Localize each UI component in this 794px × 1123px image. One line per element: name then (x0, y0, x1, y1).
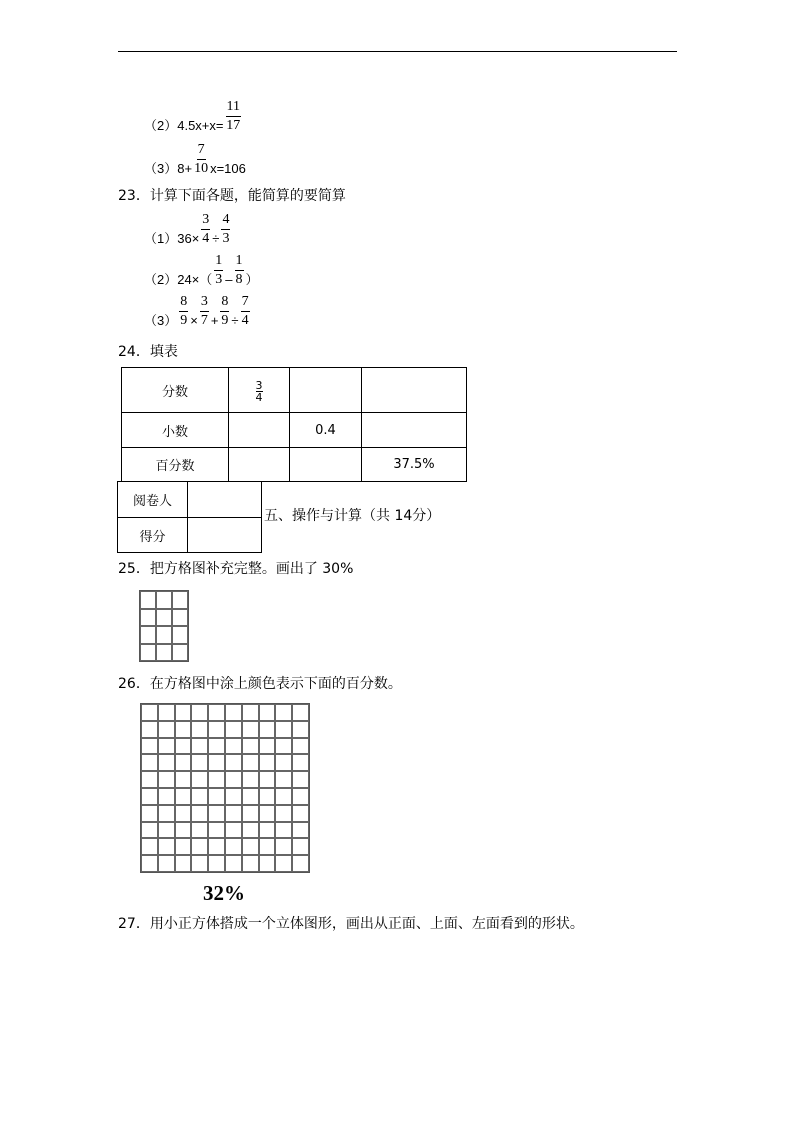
grid-cell[interactable] (292, 822, 309, 839)
grid-cell[interactable] (242, 721, 259, 738)
grid-cell[interactable] (292, 771, 309, 788)
q23-part2-prefix: （2）24×（ (144, 272, 213, 287)
table-cell[interactable] (229, 448, 290, 482)
q25-title: 25．把方格图补充完整。画出了 30% (118, 561, 354, 577)
grid-cell[interactable] (225, 754, 242, 771)
grid-cell[interactable] (259, 754, 276, 771)
grid-cell[interactable] (292, 838, 309, 855)
table-cell[interactable]: 37.5% (362, 448, 467, 482)
grid-cell[interactable] (172, 591, 188, 609)
grid-cell[interactable] (175, 754, 192, 771)
operator: ÷ (212, 231, 220, 246)
grid-cell[interactable] (259, 704, 276, 721)
grid-cell[interactable] (141, 721, 158, 738)
grid-cell[interactable] (158, 738, 175, 755)
grid-cell[interactable] (208, 771, 225, 788)
grid-cell[interactable] (175, 771, 192, 788)
q22-part3-prefix: （3）8+ (144, 161, 193, 176)
numerator: 3 (255, 378, 263, 392)
denominator: 3 (215, 272, 223, 287)
operator: – (225, 272, 233, 287)
grid-cell[interactable] (259, 822, 276, 839)
table-cell[interactable] (229, 368, 290, 413)
grid-cell[interactable] (175, 822, 192, 839)
denominator: 4 (202, 231, 210, 246)
grid-cell[interactable] (158, 838, 175, 855)
grid-cell[interactable] (208, 788, 225, 805)
grid-cell[interactable] (225, 838, 242, 855)
numerator: 1 (235, 254, 244, 271)
grid-cell[interactable] (141, 822, 158, 839)
grid-cell[interactable] (225, 805, 242, 822)
grid-cell[interactable] (259, 721, 276, 738)
q23-part3-prefix: （3） (144, 313, 178, 328)
grid-cell[interactable] (175, 805, 192, 822)
fraction (194, 143, 208, 176)
q26-title: 26．在方格图中涂上颜色表示下面的百分数。 (118, 676, 402, 692)
hundred-grid[interactable] (140, 703, 310, 873)
grid-cell[interactable] (242, 855, 259, 872)
denominator: 4 (255, 390, 263, 404)
q22-part3 (144, 143, 246, 176)
grid-cell[interactable] (191, 822, 208, 839)
grid-cell[interactable] (158, 754, 175, 771)
small-grid (139, 590, 189, 662)
numerator: 3 (201, 213, 210, 230)
table-cell[interactable] (290, 448, 362, 482)
grid-cell[interactable] (275, 822, 292, 839)
grid-cell[interactable] (158, 822, 175, 839)
grid-cell[interactable] (175, 838, 192, 855)
operator: ÷ (231, 313, 239, 328)
grid-cell[interactable] (140, 626, 156, 644)
q23-part2 (144, 254, 259, 287)
fraction (200, 295, 209, 328)
fraction (179, 295, 188, 328)
fraction (241, 295, 250, 328)
denominator: 4 (241, 313, 249, 328)
grid-cell[interactable] (140, 644, 156, 662)
denominator: 3 (222, 231, 230, 246)
grid-cell[interactable] (191, 771, 208, 788)
numerator: 7 (241, 295, 250, 312)
grid-cell[interactable] (259, 738, 276, 755)
fraction (226, 100, 241, 133)
fraction (201, 213, 210, 246)
grid-cell[interactable] (225, 704, 242, 721)
grid-cell[interactable] (158, 771, 175, 788)
grid-cell[interactable] (156, 591, 172, 609)
score-box (117, 481, 262, 553)
grid-cell[interactable] (208, 721, 225, 738)
reviewer-label: 阅卷人 (118, 482, 188, 518)
grid-cell[interactable] (208, 822, 225, 839)
grid-cell[interactable] (172, 626, 188, 644)
grid-cell[interactable] (292, 738, 309, 755)
denominator: 8 (235, 272, 243, 287)
q24-title: 24．填表 (118, 344, 178, 360)
grid-cell[interactable] (208, 838, 225, 855)
grid-cell[interactable] (175, 855, 192, 872)
grid-cell[interactable] (175, 738, 192, 755)
grid-cell[interactable] (275, 738, 292, 755)
q22-part3-suffix: x=106 (210, 161, 246, 176)
grid-cell[interactable] (275, 704, 292, 721)
grid-cell[interactable] (175, 704, 192, 721)
grid-cell[interactable] (141, 771, 158, 788)
numerator: 11 (226, 100, 241, 117)
table-row (122, 368, 467, 413)
grid-cell[interactable] (156, 609, 172, 627)
grid-cell[interactable] (275, 788, 292, 805)
numerator: 3 (200, 295, 209, 312)
grid-cell[interactable] (156, 644, 172, 662)
numerator: 8 (220, 295, 229, 312)
grid-cell[interactable] (242, 771, 259, 788)
fraction (220, 295, 229, 328)
grid-cell[interactable] (141, 788, 158, 805)
grid-cell[interactable] (242, 754, 259, 771)
grid-cell[interactable] (191, 754, 208, 771)
grid-cell[interactable] (275, 754, 292, 771)
grid-cell[interactable] (259, 838, 276, 855)
grid-cell[interactable] (292, 805, 309, 822)
q27-title: 27．用小正方体搭成一个立体图形，画出从正面、上面、左面看到的形状。 (118, 916, 584, 932)
denominator: 17 (226, 118, 241, 133)
grid-cell[interactable] (242, 704, 259, 721)
q23-part1-prefix: （1）36× (144, 231, 200, 246)
grid-cell[interactable] (141, 738, 158, 755)
operator: × (190, 313, 198, 328)
grid-cell[interactable] (292, 704, 309, 721)
grid-cell[interactable] (208, 754, 225, 771)
grid-cell[interactable] (191, 704, 208, 721)
denominator: 7 (200, 313, 208, 328)
grid-cell[interactable] (225, 738, 242, 755)
grid-cell[interactable] (141, 855, 158, 872)
q23-title: 23．计算下面各题，能简算的要简算 (118, 188, 346, 204)
grid-cell[interactable] (158, 805, 175, 822)
grid-cell[interactable] (191, 805, 208, 822)
fraction (235, 254, 244, 287)
header-rule (118, 51, 677, 52)
grid-cell[interactable] (225, 788, 242, 805)
grid-cell[interactable] (259, 771, 276, 788)
grid-cell[interactable] (242, 738, 259, 755)
denominator: 10 (194, 161, 209, 176)
table-row (122, 448, 467, 482)
percent-label: 32% (203, 881, 245, 905)
grid-cell[interactable] (191, 788, 208, 805)
grid-cell[interactable] (191, 855, 208, 872)
numerator: 1 (214, 254, 223, 271)
grid-cell[interactable] (158, 704, 175, 721)
grid-cell[interactable] (172, 644, 188, 662)
grid-cell[interactable] (275, 771, 292, 788)
grid-cell[interactable] (259, 788, 276, 805)
grid-cell[interactable] (175, 788, 192, 805)
table-cell[interactable] (229, 413, 290, 448)
q23-part1 (144, 213, 232, 246)
fraction (214, 254, 223, 287)
grid-cell[interactable] (191, 838, 208, 855)
table-cell[interactable] (290, 368, 362, 413)
grid-cell[interactable] (156, 626, 172, 644)
grid-cell[interactable] (141, 805, 158, 822)
section-title: 五、操作与计算（共 14分） (264, 508, 441, 524)
grid-cell[interactable] (292, 855, 309, 872)
grid-cell[interactable] (259, 805, 276, 822)
grid-cell[interactable] (292, 788, 309, 805)
row-label: 小数 (122, 413, 229, 448)
table-cell[interactable] (362, 368, 467, 413)
numerator: 4 (221, 213, 230, 230)
grid-cell[interactable] (259, 855, 276, 872)
grid-cell[interactable] (208, 738, 225, 755)
numerator: 8 (179, 295, 188, 312)
row-label: 分数 (122, 368, 229, 413)
reviewer-cell[interactable] (188, 482, 262, 518)
grid-cell[interactable] (140, 609, 156, 627)
q22-part2-prefix: （2）4.5x+x= (144, 118, 224, 133)
operator: + (210, 313, 219, 328)
grid-cell[interactable] (141, 704, 158, 721)
grid-cell[interactable] (225, 771, 242, 788)
grid-cell[interactable] (275, 721, 292, 738)
grid-cell[interactable] (225, 855, 242, 872)
table-cell[interactable] (362, 413, 467, 448)
q22-part2 (144, 100, 243, 133)
paren: ） (245, 272, 259, 287)
grid-cell[interactable] (158, 721, 175, 738)
grid-cell[interactable] (242, 822, 259, 839)
grid-cell[interactable] (275, 838, 292, 855)
grid-cell[interactable] (242, 838, 259, 855)
q23-part3 (144, 295, 252, 328)
grid-cell[interactable] (175, 721, 192, 738)
grid-cell[interactable] (242, 805, 259, 822)
grid-cell[interactable] (208, 855, 225, 872)
score-cell[interactable] (188, 518, 262, 553)
grid-cell[interactable] (292, 721, 309, 738)
grid-cell[interactable] (172, 609, 188, 627)
grid-cell[interactable] (208, 704, 225, 721)
fraction (221, 213, 230, 246)
grid-cell[interactable] (225, 721, 242, 738)
grid-cell[interactable] (242, 788, 259, 805)
grid-cell[interactable] (141, 754, 158, 771)
grid-cell[interactable] (140, 591, 156, 609)
grid-cell[interactable] (158, 788, 175, 805)
grid-cell[interactable] (191, 738, 208, 755)
grid-cell[interactable] (141, 838, 158, 855)
grid-cell[interactable] (275, 855, 292, 872)
table-cell[interactable]: 0.4 (290, 413, 362, 448)
table-row (122, 413, 467, 448)
grid-cell[interactable] (158, 855, 175, 872)
row-label: 百分数 (122, 448, 229, 482)
grid-cell[interactable] (208, 805, 225, 822)
grid-cell[interactable] (292, 754, 309, 771)
fill-table (121, 367, 467, 482)
numerator: 7 (197, 143, 206, 160)
denominator: 9 (180, 313, 188, 328)
grid-cell[interactable] (191, 721, 208, 738)
grid-cell[interactable] (275, 805, 292, 822)
grid-cell[interactable] (225, 822, 242, 839)
score-label: 得分 (118, 518, 188, 553)
denominator: 9 (221, 313, 229, 328)
